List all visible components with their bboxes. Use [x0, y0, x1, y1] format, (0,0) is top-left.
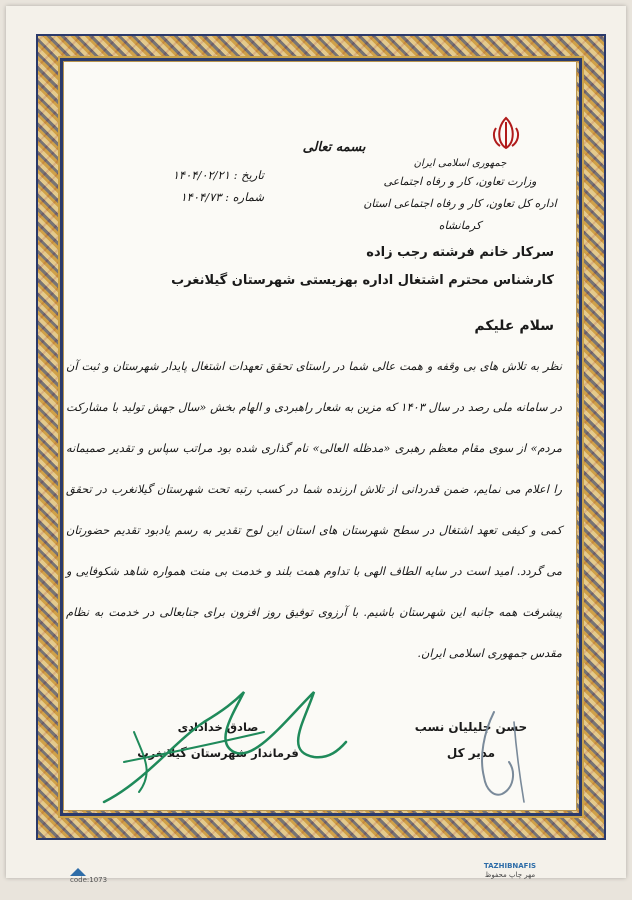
department-name: اداره کل تعاون، کار و رفاه اجتماعی استان کرمانشاه: [363, 197, 557, 232]
ministry-name: وزارت تعاون، کار و رفاه اجتماعی: [383, 175, 537, 188]
triangle-logo-icon: [70, 868, 86, 876]
signature-governor: [128, 714, 308, 766]
date-value: ۱۴۰۴/۰۲/۲۱: [172, 168, 230, 182]
recipient-name: سرکار خانم فرشته رجب زاده: [366, 245, 554, 260]
date-number-block: [104, 164, 264, 208]
certificate-content: [63, 61, 577, 811]
iran-emblem-icon: [486, 114, 526, 154]
greeting: سلام علیکم: [474, 318, 554, 334]
footer-brand: [470, 862, 550, 880]
footer-code-text: code:1073: [70, 876, 108, 884]
number-value: ۱۴۰۴/۷۳: [180, 190, 222, 204]
director-title: مدیر کل: [446, 746, 496, 760]
recipient-position: کارشناس محترم اشتغال اداره بهزیستی شهرستان گیلانغرب: [171, 273, 554, 288]
footer-code: [70, 868, 107, 884]
signature-director: [396, 714, 546, 766]
brand-name: TAZHIBNAFIS: [483, 862, 537, 870]
number-label: شماره :: [225, 190, 264, 204]
brand-subtitle: مهر چاپ محفوظ: [484, 871, 536, 879]
recipient-block: [84, 239, 554, 295]
invocation-title: بسمه تعالی: [302, 140, 366, 155]
date-label: تاریخ :: [233, 168, 264, 182]
issuer-block: [360, 157, 560, 237]
certificate-body: نظر به تلاش های بی وقفه و همت عالی شما در راستای تحقق تعهدات اشتغال پایدار شهرستان و ثبت آن در سامانه ملی رصد در سال ۱۴۰۳ که مزین به شعار راهبردی و الهام بخش «سال جهش تولید با مشارکت مردم» از سوی مقام معظم رهبری «مدظله العالی» نام گذاری شده بود مراتب سپاس و تقدیر صمیمانه را اعلام می نمایم، ضمن قدردانی از تلاش ارزنده شما در کسب رتبه تحت شهرستان گیلانغرب در تحقق کمی و کیفی تعهد اشتغال در سطح شهرستان های استان این لوح تقدیر به رسم یادبود تقدیم حضورتان می گردد. امید است در سایه الطاف الهی با تداوم همت بلند و خدمت بی منت همواره شاهد شکوفایی و پیشرفت همه جانبه این شهرستان باشیم. با آرزوی توفیق روز افزون برای جنابعالی در خدمت به نظام مقدس جمهوری اسلامی ایران.: [66, 359, 562, 660]
governor-name: صادق خدادادی: [177, 720, 259, 734]
director-name: حسن جلیلیان نسب: [414, 720, 528, 734]
date-line: [104, 164, 264, 186]
governor-title: فرماندار شهرستان گیلانغرب: [137, 746, 299, 760]
number-line: [104, 186, 264, 208]
republic-name: جمهوری اسلامی ایران: [413, 158, 507, 169]
certificate-sheet: [6, 6, 626, 878]
